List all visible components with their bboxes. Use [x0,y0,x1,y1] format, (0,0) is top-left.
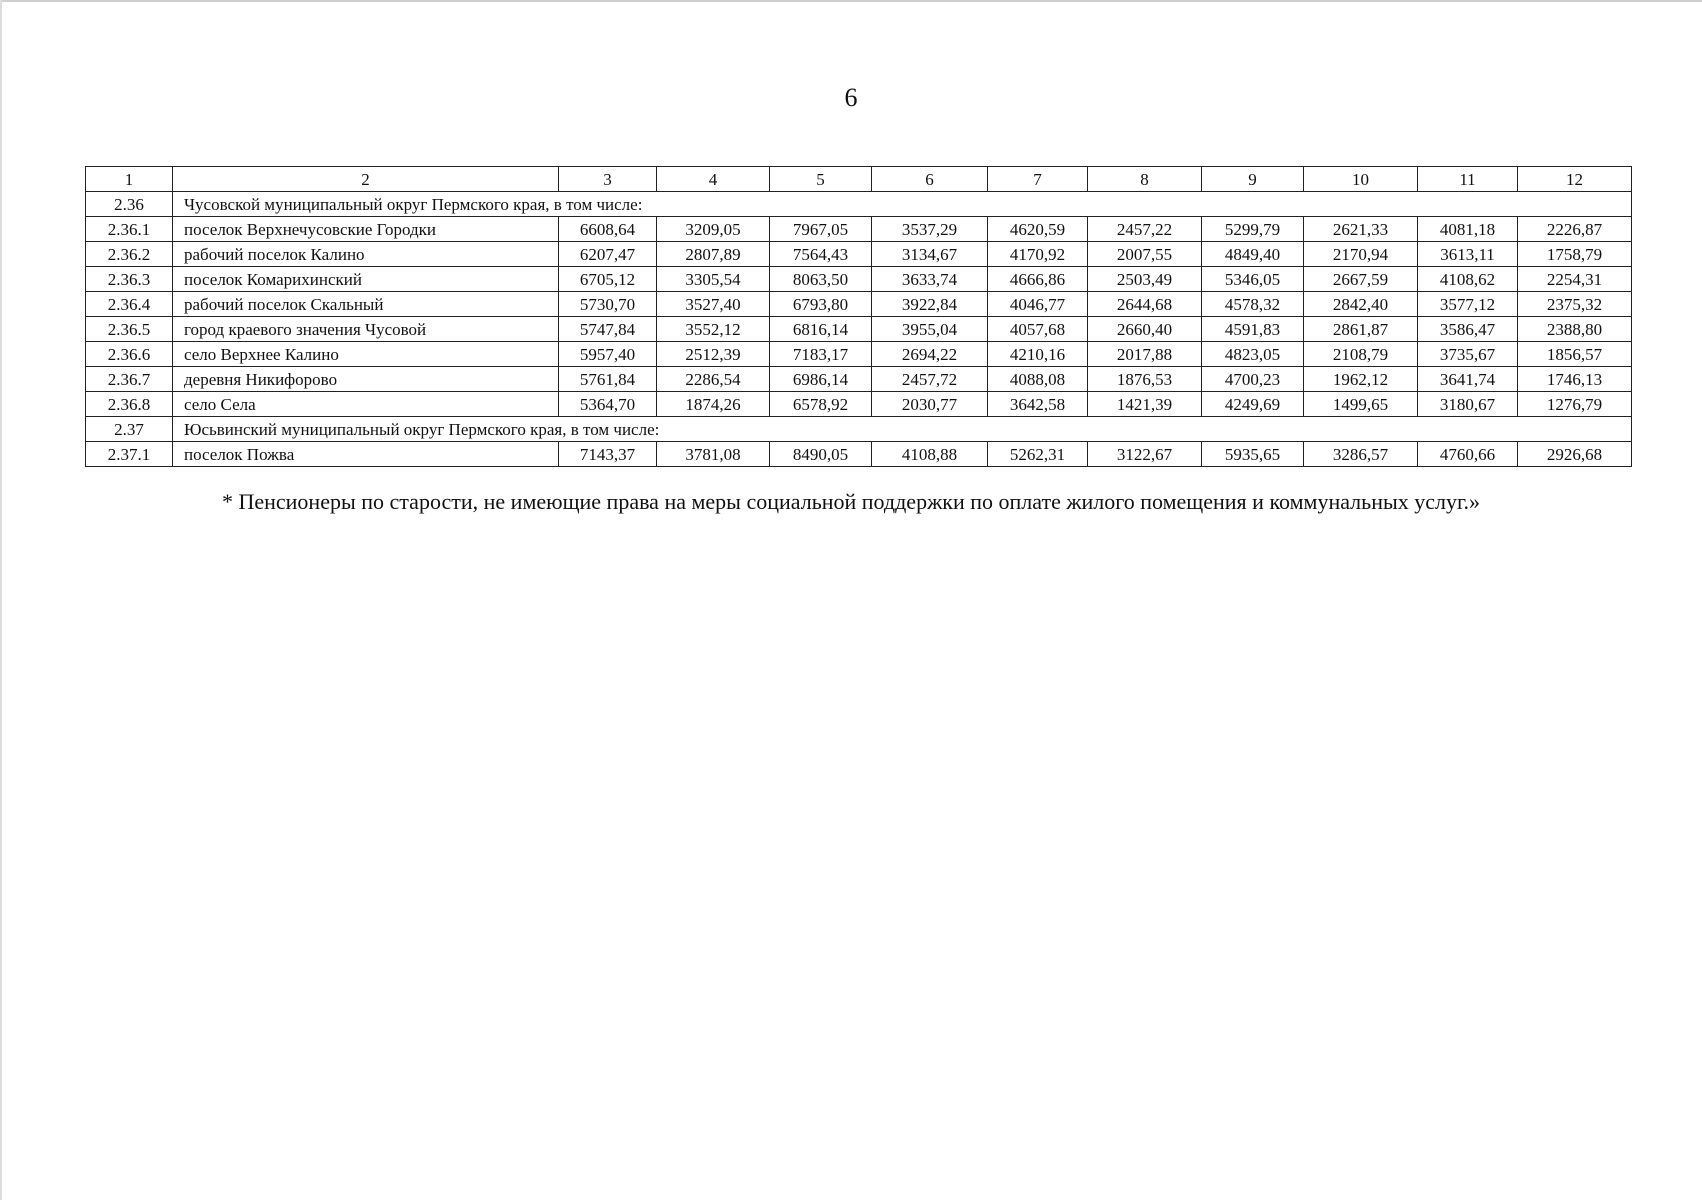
value-cell: 5935,65 [1202,442,1304,467]
value-cell: 2017,88 [1088,342,1202,367]
value-cell: 4046,77 [988,292,1088,317]
value-cell: 3642,58 [988,392,1088,417]
value-cell: 3552,12 [657,317,770,342]
value-cell: 2170,94 [1304,242,1418,267]
value-cell: 6986,14 [770,367,872,392]
table-row [86,292,1632,317]
value-cell: 2644,68 [1088,292,1202,317]
value-cell: 5346,05 [1202,267,1304,292]
column-header: 2 [173,167,559,192]
value-cell: 3577,12 [1418,292,1518,317]
value-cell: 1276,79 [1518,392,1632,417]
value-cell: 6816,14 [770,317,872,342]
table-row [86,392,1632,417]
value-cell: 4249,69 [1202,392,1304,417]
value-cell: 3286,57 [1304,442,1418,467]
value-cell: 2457,22 [1088,217,1202,242]
value-cell: 2457,72 [872,367,988,392]
table-row [86,317,1632,342]
value-cell: 4823,05 [1202,342,1304,367]
column-header: 12 [1518,167,1632,192]
value-cell: 7143,37 [559,442,657,467]
value-cell: 5747,84 [559,317,657,342]
value-cell: 3122,67 [1088,442,1202,467]
row-code: 2.36.8 [86,392,173,417]
value-cell: 8063,50 [770,267,872,292]
value-cell: 3781,08 [657,442,770,467]
value-cell: 2254,31 [1518,267,1632,292]
row-code: 2.36.4 [86,292,173,317]
value-cell: 7564,43 [770,242,872,267]
value-cell: 2108,79 [1304,342,1418,367]
value-cell: 4620,59 [988,217,1088,242]
value-cell: 4081,18 [1418,217,1518,242]
column-header: 10 [1304,167,1418,192]
group-row [86,417,1632,442]
value-cell: 4108,62 [1418,267,1518,292]
value-cell: 6705,12 [559,267,657,292]
row-code: 2.36.1 [86,217,173,242]
row-code: 2.36.5 [86,317,173,342]
value-cell: 5262,31 [988,442,1088,467]
value-cell: 4591,83 [1202,317,1304,342]
value-cell: 4057,68 [988,317,1088,342]
value-cell: 4760,66 [1418,442,1518,467]
value-cell: 4578,32 [1202,292,1304,317]
group-title: Чусовской муниципальный округ Пермского края, в том числе: [173,192,1632,217]
value-cell: 2503,49 [1088,267,1202,292]
settlement-name: поселок Верхнечусовские Городки [173,217,559,242]
value-cell: 3633,74 [872,267,988,292]
settlement-name: рабочий поселок Калино [173,242,559,267]
row-code: 2.36 [86,192,173,217]
value-cell: 2030,77 [872,392,988,417]
value-cell: 1421,39 [1088,392,1202,417]
value-cell: 5364,70 [559,392,657,417]
value-cell: 2807,89 [657,242,770,267]
value-cell: 6608,64 [559,217,657,242]
value-cell: 5957,40 [559,342,657,367]
value-cell: 6207,47 [559,242,657,267]
value-cell: 2007,55 [1088,242,1202,267]
value-cell: 2926,68 [1518,442,1632,467]
row-code: 2.37 [86,417,173,442]
column-header: 5 [770,167,872,192]
value-cell: 2667,59 [1304,267,1418,292]
value-cell: 3613,11 [1418,242,1518,267]
value-cell: 4170,92 [988,242,1088,267]
value-cell: 4700,23 [1202,367,1304,392]
row-code: 2.36.2 [86,242,173,267]
value-cell: 3527,40 [657,292,770,317]
value-cell: 6793,80 [770,292,872,317]
value-cell: 1962,12 [1304,367,1418,392]
table-row [86,267,1632,292]
value-cell: 2660,40 [1088,317,1202,342]
settlement-name: город краевого значения Чусовой [173,317,559,342]
value-cell: 4849,40 [1202,242,1304,267]
value-cell: 3922,84 [872,292,988,317]
row-code: 2.36.7 [86,367,173,392]
table-row [86,217,1632,242]
value-cell: 4666,86 [988,267,1088,292]
value-cell: 1876,53 [1088,367,1202,392]
value-cell: 4088,08 [988,367,1088,392]
table-row [86,342,1632,367]
value-cell: 3586,47 [1418,317,1518,342]
column-header: 7 [988,167,1088,192]
table-row [86,242,1632,267]
settlement-name: деревня Никифорово [173,367,559,392]
column-header: 1 [86,167,173,192]
value-cell: 7183,17 [770,342,872,367]
settlement-name: село Села [173,392,559,417]
scan-edge [0,0,2,1200]
value-cell: 2388,80 [1518,317,1632,342]
value-cell: 1874,26 [657,392,770,417]
settlement-name: рабочий поселок Скальный [173,292,559,317]
value-cell: 2861,87 [1304,317,1418,342]
row-code: 2.36.3 [86,267,173,292]
scan-edge [0,0,1702,2]
value-cell: 3537,29 [872,217,988,242]
table-row [86,442,1632,467]
value-cell: 3955,04 [872,317,988,342]
value-cell: 1499,65 [1304,392,1418,417]
value-cell: 2286,54 [657,367,770,392]
value-cell: 5730,70 [559,292,657,317]
column-header: 9 [1202,167,1304,192]
value-cell: 4210,16 [988,342,1088,367]
settlement-name: поселок Комарихинский [173,267,559,292]
value-cell: 3305,54 [657,267,770,292]
value-cell: 8490,05 [770,442,872,467]
value-cell: 2694,22 [872,342,988,367]
value-cell: 5761,84 [559,367,657,392]
value-cell: 6578,92 [770,392,872,417]
value-cell: 2226,87 [1518,217,1632,242]
value-cell: 7967,05 [770,217,872,242]
value-cell: 3735,67 [1418,342,1518,367]
tariff-table [85,166,1632,467]
column-header: 4 [657,167,770,192]
column-number-row [86,167,1632,192]
value-cell: 5299,79 [1202,217,1304,242]
group-title: Юсьвинский муниципальный округ Пермского края, в том числе: [173,417,1632,442]
value-cell: 2512,39 [657,342,770,367]
value-cell: 3641,74 [1418,367,1518,392]
table-row [86,367,1632,392]
page-number: 6 [844,83,858,112]
column-header: 11 [1418,167,1518,192]
value-cell: 3134,67 [872,242,988,267]
column-header: 8 [1088,167,1202,192]
settlement-name: село Верхнее Калино [173,342,559,367]
group-row [86,192,1632,217]
value-cell: 1758,79 [1518,242,1632,267]
value-cell: 2375,32 [1518,292,1632,317]
value-cell: 4108,88 [872,442,988,467]
table-body [86,167,1632,467]
value-cell: 3180,67 [1418,392,1518,417]
column-header: 6 [872,167,988,192]
row-code: 2.36.6 [86,342,173,367]
value-cell: 2621,33 [1304,217,1418,242]
value-cell: 1856,57 [1518,342,1632,367]
value-cell: 2842,40 [1304,292,1418,317]
value-cell: 1746,13 [1518,367,1632,392]
column-header: 3 [559,167,657,192]
footnote: * Пенсионеры по старости, не имеющие права на меры социальной поддержки по оплате жилого помещения и коммунальных услуг.» [221,489,1481,514]
row-code: 2.37.1 [86,442,173,467]
settlement-name: поселок Пожва [173,442,559,467]
value-cell: 3209,05 [657,217,770,242]
